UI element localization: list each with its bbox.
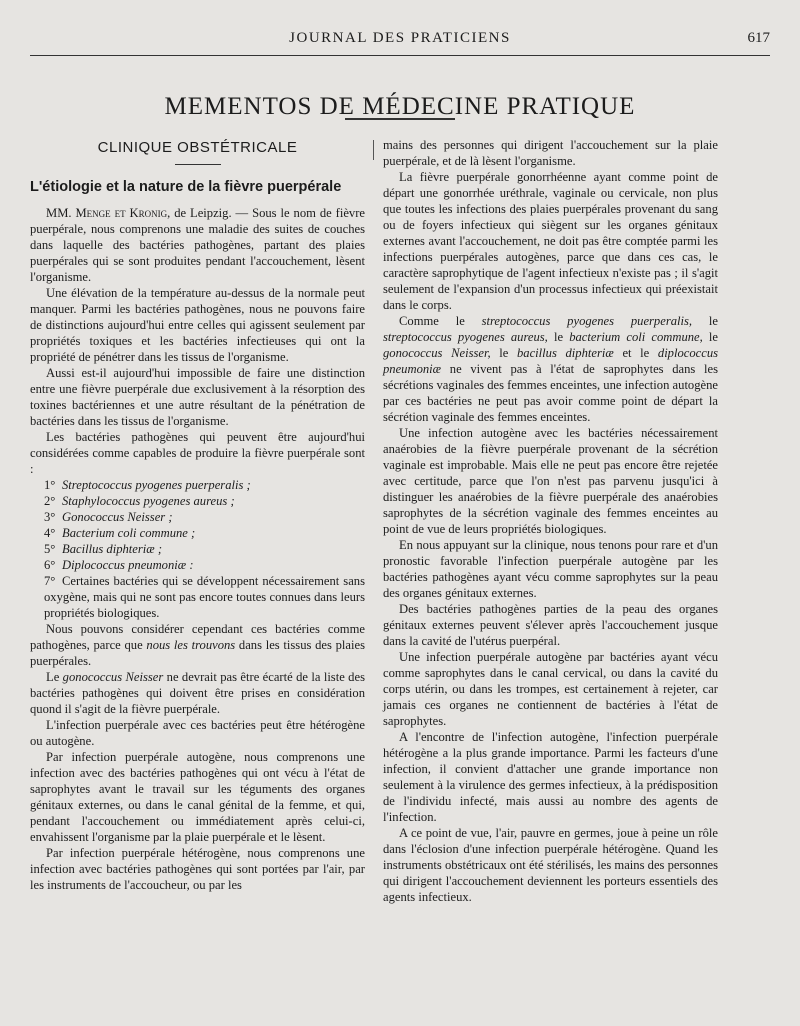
paragraph: Le gonococcus Neisser ne devrait pas être écarté de la liste des bactéries pathogènes qui doivent être prises en considération quond il s'agit de la fièvre puerpérale.: [30, 670, 365, 716]
bacteria-list: [30, 477, 365, 621]
paragraph: Par infection puerpérale autogène, nous comprenons une infection avec des bactéries pathogènes qui ont vécu à l'état de saprophytes avant le travail sur les téguments des organes génitaux externes, ou dans le canal génital de la femme, et qui, pendant l'accouchement ou immédiatement après celui-ci, envahissent l'organisme par la plaie puerpérale et le lèsent.: [30, 750, 365, 844]
paragraph: Aussi est-il aujourd'hui impossible de faire une distinction entre une fièvre puerpérale due exclusivement à la résorption des toxines bactériennes et une autre résultant de la pénétration de bactéries dans les tissus de l'organisme.: [30, 366, 365, 428]
list-item: 4° Bacterium coli commune ;: [44, 526, 196, 540]
running-head: [30, 30, 770, 52]
paragraph: Des bactéries pathogènes parties de la peau des organes génitaux externes peuvent s'élever après l'accouchement jusque dans la cavité de l'utérus puerpéral.: [383, 602, 718, 648]
list-item: 2° Staphylococcus pyogenes aureus ;: [44, 494, 235, 508]
page-number: 617: [747, 30, 770, 46]
paragraph: MM. Menge et Kronig, de Leipzig. — Sous le nom de fièvre puerpérale, nous comprenons une maladie des suites de couches dans laquelle des bactéries pathogènes, partant des plaies puerpérales qui se sont produites pendant l'accouchement, lèsent l'organisme.: [30, 206, 366, 284]
paragraph: Par infection puerpérale hétérogène, nous comprenons une infection avec bactéries pathogènes qui sont portées par l'air, par les instruments de l'accoucheur, ou par les: [30, 846, 365, 892]
title-rule: [345, 118, 455, 120]
paragraph: A ce point de vue, l'air, pauvre en germes, joue à peine un rôle dans l'éclosion d'une infection puerpérale hétérogène. Quand les instruments obstétricaux ont été stérilisés, les mains des personnes qui dirigent l'accouchement deviennent les porteurs essentiels des agents infectieux.: [383, 826, 718, 904]
right-column: [383, 137, 718, 905]
paragraph: A l'encontre de l'infection autogène, l'infection puerpérale hétérogène a la plus grande importance. Parmi les facteurs d'une infection, il convient d'attacher une grande importance non seulement à la virulence des germes infectieux, à la prédisposition de l'individu infecté, mais aussi au nombre des agents de l'infection.: [383, 730, 718, 824]
paragraph: Nous pouvons considérer cependant ces bactéries comme pathogènes, parce que nous les trouvons dans les tissus des plaies puerpérales.: [30, 622, 365, 668]
section-rule: [175, 164, 221, 165]
paragraph: Une infection puerpérale autogène par bactéries ayant vécu comme saprophytes dans le canal cervical, ou dans la cavité du corps utérin, ou dans les trompes, est certainement à rejeter, car jamais ces organes ne contiennent de bactéries à l'état de saprophytes.: [383, 650, 718, 728]
paragraph: Les bactéries pathogènes qui peuvent être aujourd'hui considérées comme capables de produire la fièvre puerpérale sont :: [30, 430, 365, 476]
list-item: 5° Bacillus diphteriæ ;: [44, 542, 163, 556]
column-divider: [373, 140, 374, 160]
header-rule: [30, 55, 770, 56]
list-item: 6° Diplococcus pneumoniæ :: [44, 558, 194, 572]
paragraph: Comme le streptococcus pyogenes puerperalis, le streptococcus pyogenes aureus, le bacterium coli commune, le gonococcus Neisser, le bacillus diphteriæ et le diplococcus pneumoniæ ne vivent pas à l'état de saprophytes dans les sécrétions vaginales des femmes enceintes, une infection autogène par ces bactéries ne peut pas avoir comme point de départ la sécrétion vaginale des femmes enceintes.: [383, 314, 719, 424]
paragraph: La fièvre puerpérale gonorrhéenne ayant comme point de départ une gonorrhée uréthrale, vaginale ou cervicale, non plus que toutes les infections des plaies puerpérales provenant du sang ou de foyers infectieux qui siègent sur les organes génitaux externes avant l'accouchement, ne doit pas être comptée parmi les infections puerpérales autogènes, parce que dans ces cas, le caractère saprophytique de l'agent infectieux n'existe pas ; il s'agit seulement de l'expansion d'un processus infectieux qui préexistait dans le corps.: [383, 170, 718, 312]
paragraph: Une infection autogène avec les bactéries nécessairement anaérobies de la fièvre puerpérale provenant de la sécrétion vaginale est improbable. Mais elle ne peut pas encore être rejetée avec certitude, parce que l'on n'est pas parvenu jusqu'ici à distinguer les anaérobies de la fièvre puerpérale des anaérobies saprophytes de la sécrétion vaginale des femmes enceintes au point de vue de leurs propriétés biologiques.: [383, 426, 718, 536]
paragraph: Une élévation de la température au-dessus de la normale peut manquer. Parmi les bactéries pathogènes, nous ne pouvons faire de distinctions aujourd'hui entre celles qui agissent seulement par propriétés toxiques et les bactéries infectieuses qui ont la propriété de pénétrer dans les tissus de l'organisme.: [30, 286, 365, 364]
left-column: [30, 137, 365, 893]
paragraph: En nous appuyant sur la clinique, nous tenons pour rare et d'un pronostic favorable l'infection puerpérale autogène par les bactéries pathogènes ayant vécu comme saprophytes sur la peau des organes génitaux externes.: [383, 538, 718, 600]
authors: MM. Menge et Kronig,: [46, 206, 171, 220]
paragraph: mains des personnes qui dirigent l'accouchement sur la plaie puerpérale, et de là lèsent l'organisme.: [383, 138, 718, 168]
journal-title: JOURNAL DES PRATICIENS: [289, 30, 511, 46]
page-title: MEMENTOS DE MÉDECINE PRATIQUE: [164, 92, 636, 120]
section-heading: CLINIQUE OBSTÉTRICALE: [97, 139, 298, 156]
paragraph: L'infection puerpérale avec ces bactéries peut être hétérogène ou autogène.: [30, 718, 365, 748]
list-item: 1° Streptococcus pyogenes puerperalis ;: [44, 478, 251, 492]
list-item: 3° Gonococcus Neisser ;: [44, 510, 173, 524]
list-item: 7° Certaines bactéries qui se développent nécessairement sans oxygène, mais qui ne sont pas encore toutes connues dans leurs propriétés biologiques.: [44, 574, 365, 620]
article-title: L'étiologie et la nature de la fièvre puerpérale: [30, 179, 342, 195]
